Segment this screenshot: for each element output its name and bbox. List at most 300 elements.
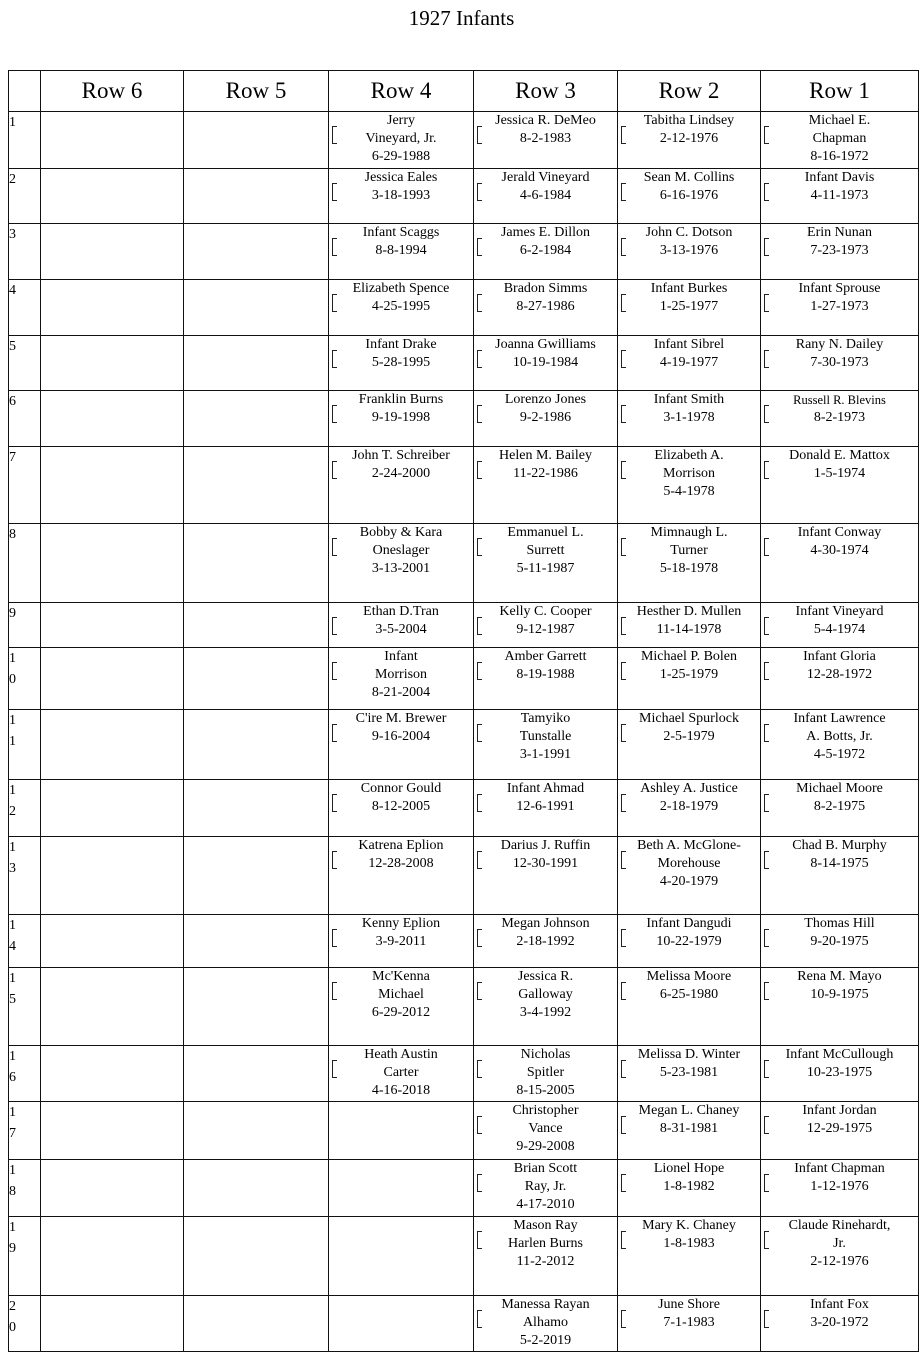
plot-cell	[41, 967, 184, 1045]
plot-cell	[184, 279, 329, 335]
row-number	[9, 391, 41, 447]
burial-date: 8-15-2005	[516, 1082, 575, 1098]
burial-name: John T. Schreiber	[352, 448, 450, 464]
burial-date: 4-19-1977	[659, 354, 719, 370]
burial-date: 11-14-1978	[656, 621, 722, 637]
column-header: Row 1	[761, 71, 919, 112]
plot-cell	[761, 709, 919, 779]
plot-cell	[41, 914, 184, 967]
burial-name: Helen M. Bailey	[499, 448, 592, 464]
plot-cell	[618, 391, 761, 447]
plot-cell	[184, 523, 329, 602]
row-number-digit: 5	[9, 338, 16, 354]
burial-name: Melissa D. Winter	[637, 1046, 741, 1062]
burial-name: Alhamo	[522, 1314, 569, 1330]
grave-marker-icon	[621, 724, 626, 742]
row-number-digit: 7	[9, 450, 16, 466]
plot-row	[9, 914, 919, 967]
burial-date: 7-23-1973	[810, 242, 869, 258]
plot-cell	[329, 1216, 474, 1295]
plot-cell	[41, 1159, 184, 1216]
plot-cell	[329, 1045, 474, 1101]
plot-cell	[41, 391, 184, 447]
column-header: Row 4	[329, 71, 474, 112]
plot-cell	[474, 709, 618, 779]
plot-cell	[618, 335, 761, 391]
burial-name: James E. Dillon	[500, 224, 591, 240]
grave-marker-icon	[764, 126, 769, 144]
plot-cell	[184, 1295, 329, 1351]
plot-cell	[618, 967, 761, 1045]
burial-name: Jessica R.	[517, 968, 574, 984]
plot-cell	[41, 647, 184, 709]
row-number	[9, 1159, 41, 1216]
plot-cell	[474, 391, 618, 447]
row-number	[9, 1295, 41, 1351]
plot-cell	[329, 1159, 474, 1216]
burial-name: Morrison	[662, 466, 716, 482]
row-number-digit: 4	[9, 282, 16, 298]
grave-marker-icon	[621, 405, 626, 423]
row-number-digit: 2	[9, 171, 16, 187]
burial-date: 1-12-1976	[810, 1178, 869, 1194]
row-number	[9, 335, 41, 391]
burial-date: 8-2-1983	[519, 131, 572, 146]
burial-name: Infant Fox	[810, 1296, 869, 1312]
burial-name: Ethan D.Tran	[363, 603, 439, 619]
burial-name: Russell R. Blevins	[793, 393, 886, 408]
row-number-digit: 2	[9, 803, 16, 819]
page-title: 1927 Infants	[408, 6, 515, 30]
column-header: Row 2	[618, 71, 761, 112]
burial-name: Infant Conway	[797, 524, 882, 540]
burial-name: Darius J. Ruffin	[500, 837, 591, 853]
plot-cell	[184, 223, 329, 279]
grave-marker-icon	[764, 1310, 769, 1328]
burial-name: Vineyard, Jr.	[365, 131, 437, 146]
plot-cell	[618, 168, 761, 223]
grave-marker-icon	[621, 461, 626, 479]
column-header: Row 5	[184, 71, 329, 112]
grave-marker-icon	[332, 126, 337, 144]
plot-cell	[474, 1101, 618, 1159]
plot-cell	[184, 1101, 329, 1159]
row-number	[9, 647, 41, 709]
plot-cell	[184, 391, 329, 447]
plot-cell	[329, 967, 474, 1045]
burial-name: Katrena Eplion	[358, 837, 444, 853]
plot-cell	[474, 1045, 618, 1101]
plot-cell	[184, 335, 329, 391]
burial-name: Megan Johnson	[501, 915, 590, 931]
grave-marker-icon	[764, 724, 769, 742]
grave-marker-icon	[621, 538, 626, 556]
burial-date: 12-28-2008	[368, 855, 434, 871]
row-number-digit: 1	[9, 650, 16, 666]
burial-name: Mimnaugh L.	[650, 524, 728, 540]
burial-name: Elizabeth A.	[654, 448, 724, 464]
burial-date: 3-13-1976	[659, 242, 719, 258]
plot-cell	[41, 1295, 184, 1351]
plot-row	[9, 523, 919, 602]
row-number	[9, 1045, 41, 1101]
burial-name: Joanna Gwilliams	[495, 336, 596, 352]
grave-marker-icon	[621, 982, 626, 1000]
grave-marker-icon	[477, 1116, 482, 1134]
plot-cell	[41, 168, 184, 223]
plot-cell	[761, 168, 919, 223]
plot-cell	[184, 779, 329, 836]
burial-date: 9-2-1986	[519, 410, 572, 426]
burial-date: 10-23-1975	[806, 1064, 873, 1080]
burial-name: Morrison	[374, 666, 428, 682]
grave-marker-icon	[764, 461, 769, 479]
plot-row	[9, 779, 919, 836]
plot-cell	[329, 709, 474, 779]
grave-marker-icon	[764, 405, 769, 423]
plot-cell	[618, 1045, 761, 1101]
plot-cell	[474, 1159, 618, 1216]
grave-marker-icon	[477, 1310, 482, 1328]
burial-date: 4-6-1984	[519, 187, 572, 203]
burial-date: 5-23-1981	[659, 1064, 719, 1080]
grave-marker-icon	[477, 794, 482, 812]
corner-cell	[9, 71, 41, 112]
burial-name: Heath Austin	[364, 1046, 438, 1062]
burial-date: 12-28-1972	[806, 666, 873, 682]
grave-marker-icon	[332, 794, 337, 812]
burial-name: Infant Ahmad	[506, 780, 585, 796]
grave-marker-icon	[621, 929, 626, 947]
burial-date: 9-20-1975	[810, 933, 869, 949]
row-number-digit: 1	[9, 1048, 16, 1064]
burial-date: 11-22-1986	[513, 466, 578, 482]
burial-name: Infant Gloria	[803, 648, 876, 664]
burial-name: Turner	[670, 542, 708, 558]
burial-name: Infant Vineyard	[795, 603, 884, 619]
plot-cell	[761, 647, 919, 709]
grave-marker-icon	[764, 1231, 769, 1249]
row-number-digit: 1	[9, 1219, 16, 1235]
row-number	[9, 914, 41, 967]
header-row	[9, 71, 919, 112]
burial-name: Infant Smith	[653, 392, 725, 408]
plot-cell	[41, 709, 184, 779]
burial-name: Donald E. Mattox	[789, 448, 890, 464]
burial-date: 3-13-2001	[371, 560, 431, 576]
burial-name: Infant	[384, 648, 418, 664]
burial-name: Kelly C. Cooper	[499, 603, 592, 619]
burial-date: 11-2-2012	[516, 1253, 575, 1269]
grave-marker-icon	[621, 294, 626, 312]
row-number-digit: 6	[9, 394, 16, 410]
burial-name: Spitler	[526, 1064, 565, 1080]
burial-name: Brian Scott	[513, 1160, 578, 1176]
plot-cell	[329, 1295, 474, 1351]
burial-name: Emmanuel L.	[507, 524, 584, 540]
row-number-digit: 3	[9, 226, 16, 242]
grave-marker-icon	[764, 538, 769, 556]
plot-cell	[329, 112, 474, 169]
plot-cell	[41, 223, 184, 279]
burial-name: Sean M. Collins	[643, 169, 735, 185]
grave-marker-icon	[332, 183, 337, 201]
grave-marker-icon	[621, 183, 626, 201]
plot-cell	[618, 223, 761, 279]
burial-name: Tamyiko	[520, 710, 571, 726]
grave-marker-icon	[477, 294, 482, 312]
burial-date: 4-25-1995	[371, 298, 431, 314]
plot-cell	[474, 779, 618, 836]
plot-cell	[618, 1159, 761, 1216]
plot-cell	[184, 836, 329, 914]
burial-date: 7-1-1983	[663, 1314, 715, 1330]
burial-name: Michael Spurlock	[639, 710, 739, 726]
plot-cell	[329, 391, 474, 447]
burial-date: 2-18-1992	[516, 933, 575, 949]
row-number-digit: 8	[9, 1183, 16, 1199]
plot-cell	[618, 779, 761, 836]
plot-row	[9, 391, 919, 447]
plot-row	[9, 709, 919, 779]
grave-marker-icon	[621, 1174, 626, 1192]
grave-marker-icon	[332, 405, 337, 423]
burial-name: Thomas Hill	[804, 915, 875, 931]
burial-name: C'ire M. Brewer	[355, 710, 447, 726]
grave-marker-icon	[764, 929, 769, 947]
grave-marker-icon	[477, 851, 482, 869]
burial-name: Morehouse	[657, 855, 721, 871]
plot-cell	[474, 223, 618, 279]
plot-cell	[329, 223, 474, 279]
grave-marker-icon	[477, 350, 482, 368]
plot-cell	[761, 914, 919, 967]
grave-marker-icon	[764, 294, 769, 312]
row-number	[9, 168, 41, 223]
burial-name: Jerald Vineyard	[501, 169, 590, 185]
row-number-digit: 6	[9, 1069, 16, 1085]
plot-cell	[761, 967, 919, 1045]
plot-row	[9, 168, 919, 223]
plot-cell	[474, 112, 618, 169]
plot-row	[9, 1101, 919, 1159]
burial-date: 10-19-1984	[512, 354, 579, 370]
grave-marker-icon	[621, 662, 626, 680]
plot-cell	[761, 1159, 919, 1216]
grid-body	[9, 112, 919, 1352]
burial-date: 8-27-1986	[516, 298, 575, 314]
plot-cell	[41, 523, 184, 602]
grave-marker-icon	[764, 851, 769, 869]
grave-marker-icon	[477, 662, 482, 680]
row-number-digit: 1	[9, 115, 16, 130]
burial-date: 1-25-1979	[659, 666, 719, 682]
burial-name: Erin Nunan	[807, 224, 872, 240]
burial-date: 4-5-1972	[813, 746, 866, 762]
burial-name: Rany N. Dailey	[795, 336, 884, 352]
grave-marker-icon	[764, 238, 769, 256]
plot-cell	[618, 1101, 761, 1159]
plot-row	[9, 1295, 919, 1351]
plot-cell	[329, 836, 474, 914]
plot-row	[9, 279, 919, 335]
row-number	[9, 279, 41, 335]
row-number-digit: 8	[9, 526, 16, 542]
grave-marker-icon	[764, 1060, 769, 1078]
burial-name: Amber Garrett	[504, 648, 587, 664]
burial-name: Franklin Burns	[358, 392, 444, 408]
plot-cell	[41, 836, 184, 914]
burial-name: Chad B. Murphy	[792, 837, 887, 853]
burial-date: 6-16-1976	[659, 187, 719, 203]
grave-marker-icon	[332, 350, 337, 368]
plot-row	[9, 1045, 919, 1101]
burial-date: 3-4-1992	[519, 1004, 572, 1020]
burial-name: Mary K. Chaney	[642, 1217, 736, 1233]
burial-date: 4-16-2018	[371, 1082, 431, 1098]
plot-cell	[761, 1045, 919, 1101]
burial-date: 3-1-1978	[663, 410, 715, 426]
grave-marker-icon	[621, 1116, 626, 1134]
row-number	[9, 967, 41, 1045]
plot-cell	[184, 647, 329, 709]
grave-marker-icon	[621, 851, 626, 869]
plot-cell	[41, 1045, 184, 1101]
burial-date: 8-2-1973	[813, 410, 866, 426]
burial-date: 3-9-2011	[375, 933, 427, 949]
grave-marker-icon	[764, 982, 769, 1000]
row-number	[9, 836, 41, 914]
plot-cell	[184, 967, 329, 1045]
plot-cell	[474, 523, 618, 602]
grave-marker-icon	[332, 929, 337, 947]
plot-cell	[761, 391, 919, 447]
burial-name: Chapman	[812, 131, 867, 146]
grave-marker-icon	[477, 724, 482, 742]
plot-cell	[474, 914, 618, 967]
burial-name: Michael	[378, 986, 424, 1002]
burial-name: Infant Burkes	[650, 280, 728, 296]
plot-cell	[618, 836, 761, 914]
burial-name: Nicholas	[520, 1046, 571, 1062]
plot-cell	[184, 168, 329, 223]
plot-row	[9, 335, 919, 391]
grave-marker-icon	[477, 461, 482, 479]
burial-name: Elizabeth Spence	[352, 280, 450, 296]
burial-name: Lorenzo Jones	[504, 392, 587, 408]
burial-name: Michael E.	[808, 113, 871, 128]
grave-marker-icon	[621, 126, 626, 144]
burial-name: A. Botts, Jr.	[806, 728, 873, 744]
burial-name: Infant Jordan	[802, 1102, 877, 1118]
plot-cell	[761, 335, 919, 391]
plot-cell	[618, 602, 761, 647]
plot-cell	[329, 447, 474, 523]
grave-marker-icon	[621, 1231, 626, 1249]
burial-date: 6-2-1984	[519, 242, 572, 258]
grave-marker-icon	[332, 238, 337, 256]
plot-cell	[329, 335, 474, 391]
burial-date: 9-12-1987	[516, 621, 575, 637]
burial-date: 6-29-2012	[371, 1004, 431, 1020]
burial-date: 7-30-1973	[810, 354, 869, 370]
grave-marker-icon	[621, 617, 626, 635]
burial-name: Jr.	[833, 1235, 846, 1251]
grave-marker-icon	[621, 1060, 626, 1078]
burial-name: Tabitha Lindsey	[643, 113, 735, 128]
plot-row	[9, 1216, 919, 1295]
plot-row	[9, 223, 919, 279]
burial-name: Infant Chapman	[794, 1160, 885, 1176]
grave-marker-icon	[621, 238, 626, 256]
burial-name: Hesther D. Mullen	[636, 603, 742, 619]
burial-name: June Shore	[658, 1296, 720, 1312]
burial-name: Carter	[383, 1064, 419, 1080]
plot-cell	[184, 709, 329, 779]
grave-marker-icon	[621, 1310, 626, 1328]
plot-cell	[41, 447, 184, 523]
plot-cell	[618, 523, 761, 602]
row-number-digit: 0	[9, 1319, 16, 1335]
plot-cell	[474, 647, 618, 709]
plot-cell	[474, 447, 618, 523]
row-number-digit: 0	[9, 671, 16, 687]
column-header: Row 6	[41, 71, 184, 112]
grave-marker-icon	[477, 1231, 482, 1249]
burial-date: 6-25-1980	[659, 986, 719, 1002]
burial-date: 2-18-1979	[659, 798, 719, 814]
burial-date: 5-4-1978	[663, 484, 715, 500]
burial-name: Infant Sprouse	[798, 280, 881, 296]
row-number-digit: 5	[9, 991, 16, 1007]
plot-cell	[329, 914, 474, 967]
plot-cell	[618, 279, 761, 335]
burial-date: 3-20-1972	[810, 1314, 869, 1330]
plot-cell	[618, 112, 761, 169]
plot-cell	[761, 223, 919, 279]
plot-cell	[184, 1216, 329, 1295]
row-number-digit: 7	[9, 1125, 16, 1141]
grave-marker-icon	[764, 617, 769, 635]
burial-date: 2-12-1976	[810, 1253, 869, 1269]
burial-date: 12-30-1991	[512, 855, 579, 871]
row-number	[9, 523, 41, 602]
plot-cell	[329, 1101, 474, 1159]
burial-date: 2-12-1976	[659, 131, 719, 146]
burial-name: Vance	[528, 1120, 563, 1136]
plot-cell	[761, 112, 919, 169]
plot-cell	[184, 914, 329, 967]
plot-cell	[41, 602, 184, 647]
plot-row	[9, 836, 919, 914]
grave-marker-icon	[477, 538, 482, 556]
burial-date: 9-16-2004	[371, 728, 431, 744]
plot-cell	[761, 447, 919, 523]
grave-marker-icon	[332, 1060, 337, 1078]
plot-table	[8, 70, 919, 1352]
plot-cell	[329, 647, 474, 709]
grave-marker-icon	[621, 794, 626, 812]
burial-name: Jessica R. DeMeo	[495, 113, 596, 128]
burial-date: 3-1-1991	[519, 746, 572, 762]
burial-name: Oneslager	[372, 542, 430, 558]
plot-cell	[184, 447, 329, 523]
row-number	[9, 112, 41, 169]
burial-name: Galloway	[518, 986, 573, 1002]
plot-cell	[474, 602, 618, 647]
grave-marker-icon	[477, 929, 482, 947]
burial-date: 8-31-1981	[659, 1120, 719, 1136]
